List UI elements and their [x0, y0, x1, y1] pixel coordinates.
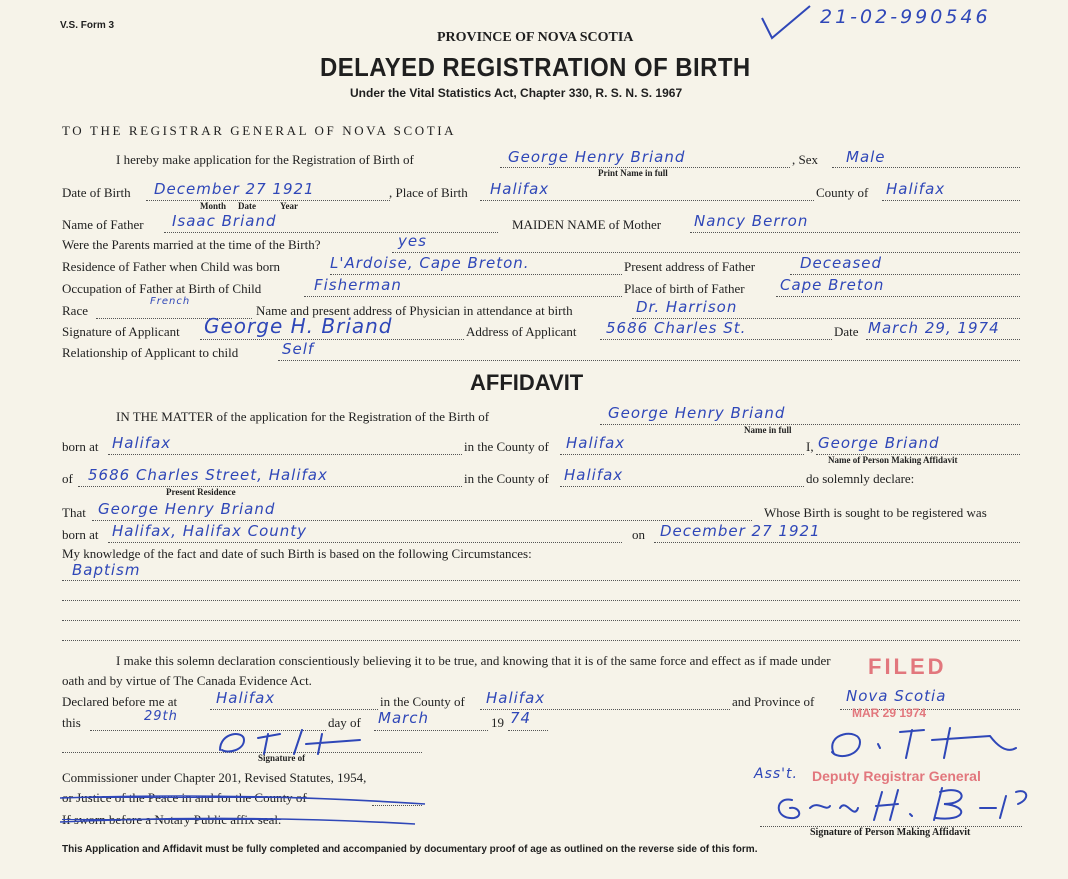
child-name-value: George Henry Briand — [508, 148, 686, 166]
year-value: 74 — [510, 709, 532, 727]
relationship-value: Self — [282, 340, 315, 358]
in-county-label: in the County of — [464, 439, 549, 454]
race-value: French — [150, 296, 191, 307]
intro-label: I hereby make application for the Registration of Birth of — [116, 152, 414, 167]
solemn-declaration-2: oath and by virtue of The Canada Evidence Act. — [62, 673, 312, 688]
physician-value: Dr. Harrison — [636, 298, 738, 316]
residence-father-value: L'Ardoise, Cape Breton. — [330, 254, 530, 272]
affiant-sig-caption: Signature of Person Making Affidavit — [810, 827, 971, 838]
form-id: V.S. Form 3 — [60, 20, 115, 31]
in-county2-label: in the County of — [464, 471, 549, 486]
month-value: March — [378, 709, 430, 727]
relationship-label: Relationship of Applicant to child — [62, 345, 239, 360]
province-label: and Province of — [732, 694, 815, 709]
declared-county-label: in the County of — [380, 694, 465, 709]
born-at2-value: Halifax, Halifax County — [112, 522, 308, 540]
notary-line: If sworn before a Notary Public affix seal. — [62, 812, 282, 827]
footer-note: This Application and Affidavit must be fully completed and accompanied by documentary proof of age as outlined on the reverse side of this form. — [62, 844, 758, 855]
occupation-label: Occupation of Father at Birth of Child — [62, 281, 262, 296]
date-value: March 29, 1974 — [868, 319, 1000, 337]
pob-value: Halifax — [490, 180, 550, 198]
applicant-signature: George H. Briand — [204, 314, 393, 338]
checkmark-icon — [758, 4, 818, 44]
married-label: Were the Parents married at the time of the Birth? — [62, 237, 321, 252]
affiant-signature — [770, 782, 1040, 826]
justice-line: or Justice of the Peace in and for the County of — [62, 790, 307, 805]
knowledge-label: My knowledge of the fact and date of such Birth is based on the following Circumstances: — [62, 546, 532, 561]
circumstances-value: Baptism — [72, 561, 141, 579]
that-label: That — [62, 505, 86, 520]
father-pob-label: Place of birth of Father — [624, 281, 745, 296]
addressee: TO THE REGISTRAR GENERAL OF NOVA SCOTIA — [62, 123, 457, 138]
affiant-caption: Name of Person Making Affidavit — [828, 455, 958, 465]
strike-lines — [60, 792, 430, 832]
filed-stamp: FILED — [868, 654, 947, 679]
filed-date-stamp: MAR 29 1974 — [852, 706, 927, 720]
physician-label: Name and present address of Physician in attendance at birth — [256, 303, 573, 318]
applicant-sig-label: Signature of Applicant — [62, 324, 180, 339]
asst-annotation: Ass't. — [754, 766, 798, 782]
race-label: Race — [62, 303, 88, 318]
solemn-declaration: I make this solemn declaration conscientiously believing it to be true, and knowing that it is of the same force and effect as if made under — [116, 653, 831, 668]
date-label: Date — [834, 324, 859, 339]
dob-value: December 27 1921 — [154, 180, 315, 198]
dob-label: Date of Birth — [62, 185, 131, 200]
day-of-label: day of — [328, 715, 361, 730]
registrar-signature — [820, 724, 1020, 768]
declare-label: do solemnly declare: — [806, 471, 915, 486]
applicant-address-label: Address of Applicant — [466, 324, 577, 339]
year-caption: Year — [280, 201, 298, 211]
declared-value: Halifax — [216, 689, 276, 707]
day-value: 29th — [144, 709, 178, 724]
date-caption: Date — [238, 201, 256, 211]
born-at2-label: born at — [62, 527, 99, 542]
father-label: Name of Father — [62, 217, 144, 232]
mother-value: Nancy Berron — [694, 212, 809, 230]
matter-name-value: George Henry Briand — [608, 404, 786, 422]
sex-value: Male — [846, 148, 886, 166]
month-caption: Month — [200, 201, 227, 211]
father-value: Isaac Briand — [172, 212, 277, 230]
i-label: I, — [806, 439, 814, 454]
applicant-address-value: 5686 Charles St. — [606, 319, 747, 337]
province-value: Nova Scotia — [846, 687, 947, 705]
county-value: Halifax — [886, 180, 946, 198]
matter-label: IN THE MATTER of the application for the Registration of the Birth of — [116, 409, 490, 424]
born-at-label: born at — [62, 439, 99, 454]
on-label: on — [632, 527, 645, 542]
province-heading: PROVINCE OF NOVA SCOTIA — [437, 30, 634, 45]
pob-label: , Place of Birth — [389, 185, 468, 200]
in-county-value: Halifax — [566, 434, 626, 452]
present-address-label: Present address of Father — [624, 259, 756, 274]
father-pob-value: Cape Breton — [780, 276, 885, 294]
affiant-value: George Briand — [818, 434, 940, 452]
this-label: this — [62, 715, 81, 730]
form-title: DELAYED REGISTRATION OF BIRTH — [320, 52, 751, 82]
of-label: of — [62, 471, 73, 486]
affidavit-heading: AFFIDAVIT — [470, 370, 584, 395]
that-value: George Henry Briand — [98, 500, 276, 518]
registration-number: 21-02-990546 — [820, 6, 991, 28]
in-county2-value: Halifax — [564, 466, 624, 484]
declared-county-value: Halifax — [486, 689, 546, 707]
commissioner-sig-caption: Signature of — [258, 753, 306, 763]
commissioner-line: Commissioner under Chapter 201, Revised Statutes, 1954, — [62, 770, 367, 785]
on-value: December 27 1921 — [660, 522, 821, 540]
residence-value: 5686 Charles Street, Halifax — [88, 466, 328, 484]
form-subtitle: Under the Vital Statistics Act, Chapter 330, R. S. N. S. 1967 — [350, 86, 683, 100]
sex-label: , Sex — [792, 152, 818, 167]
residence-father-label: Residence of Father when Child was born — [62, 259, 281, 274]
county-label: County of — [816, 185, 869, 200]
whose-birth-label: Whose Birth is sought to be registered was — [764, 505, 987, 520]
married-value: yes — [398, 232, 427, 250]
declared-label: Declared before me at — [62, 694, 178, 709]
born-at-value: Halifax — [112, 434, 172, 452]
residence-caption: Present Residence — [166, 487, 236, 497]
year-prefix: 19 — [491, 715, 504, 730]
deputy-registrar-stamp: Deputy Registrar General — [812, 768, 981, 784]
present-address-value: Deceased — [800, 254, 883, 272]
matter-name-caption: Name in full — [744, 425, 792, 435]
mother-label: MAIDEN NAME of Mother — [512, 217, 662, 232]
name-caption: Print Name in full — [598, 168, 668, 178]
occupation-value: Fisherman — [314, 276, 402, 294]
